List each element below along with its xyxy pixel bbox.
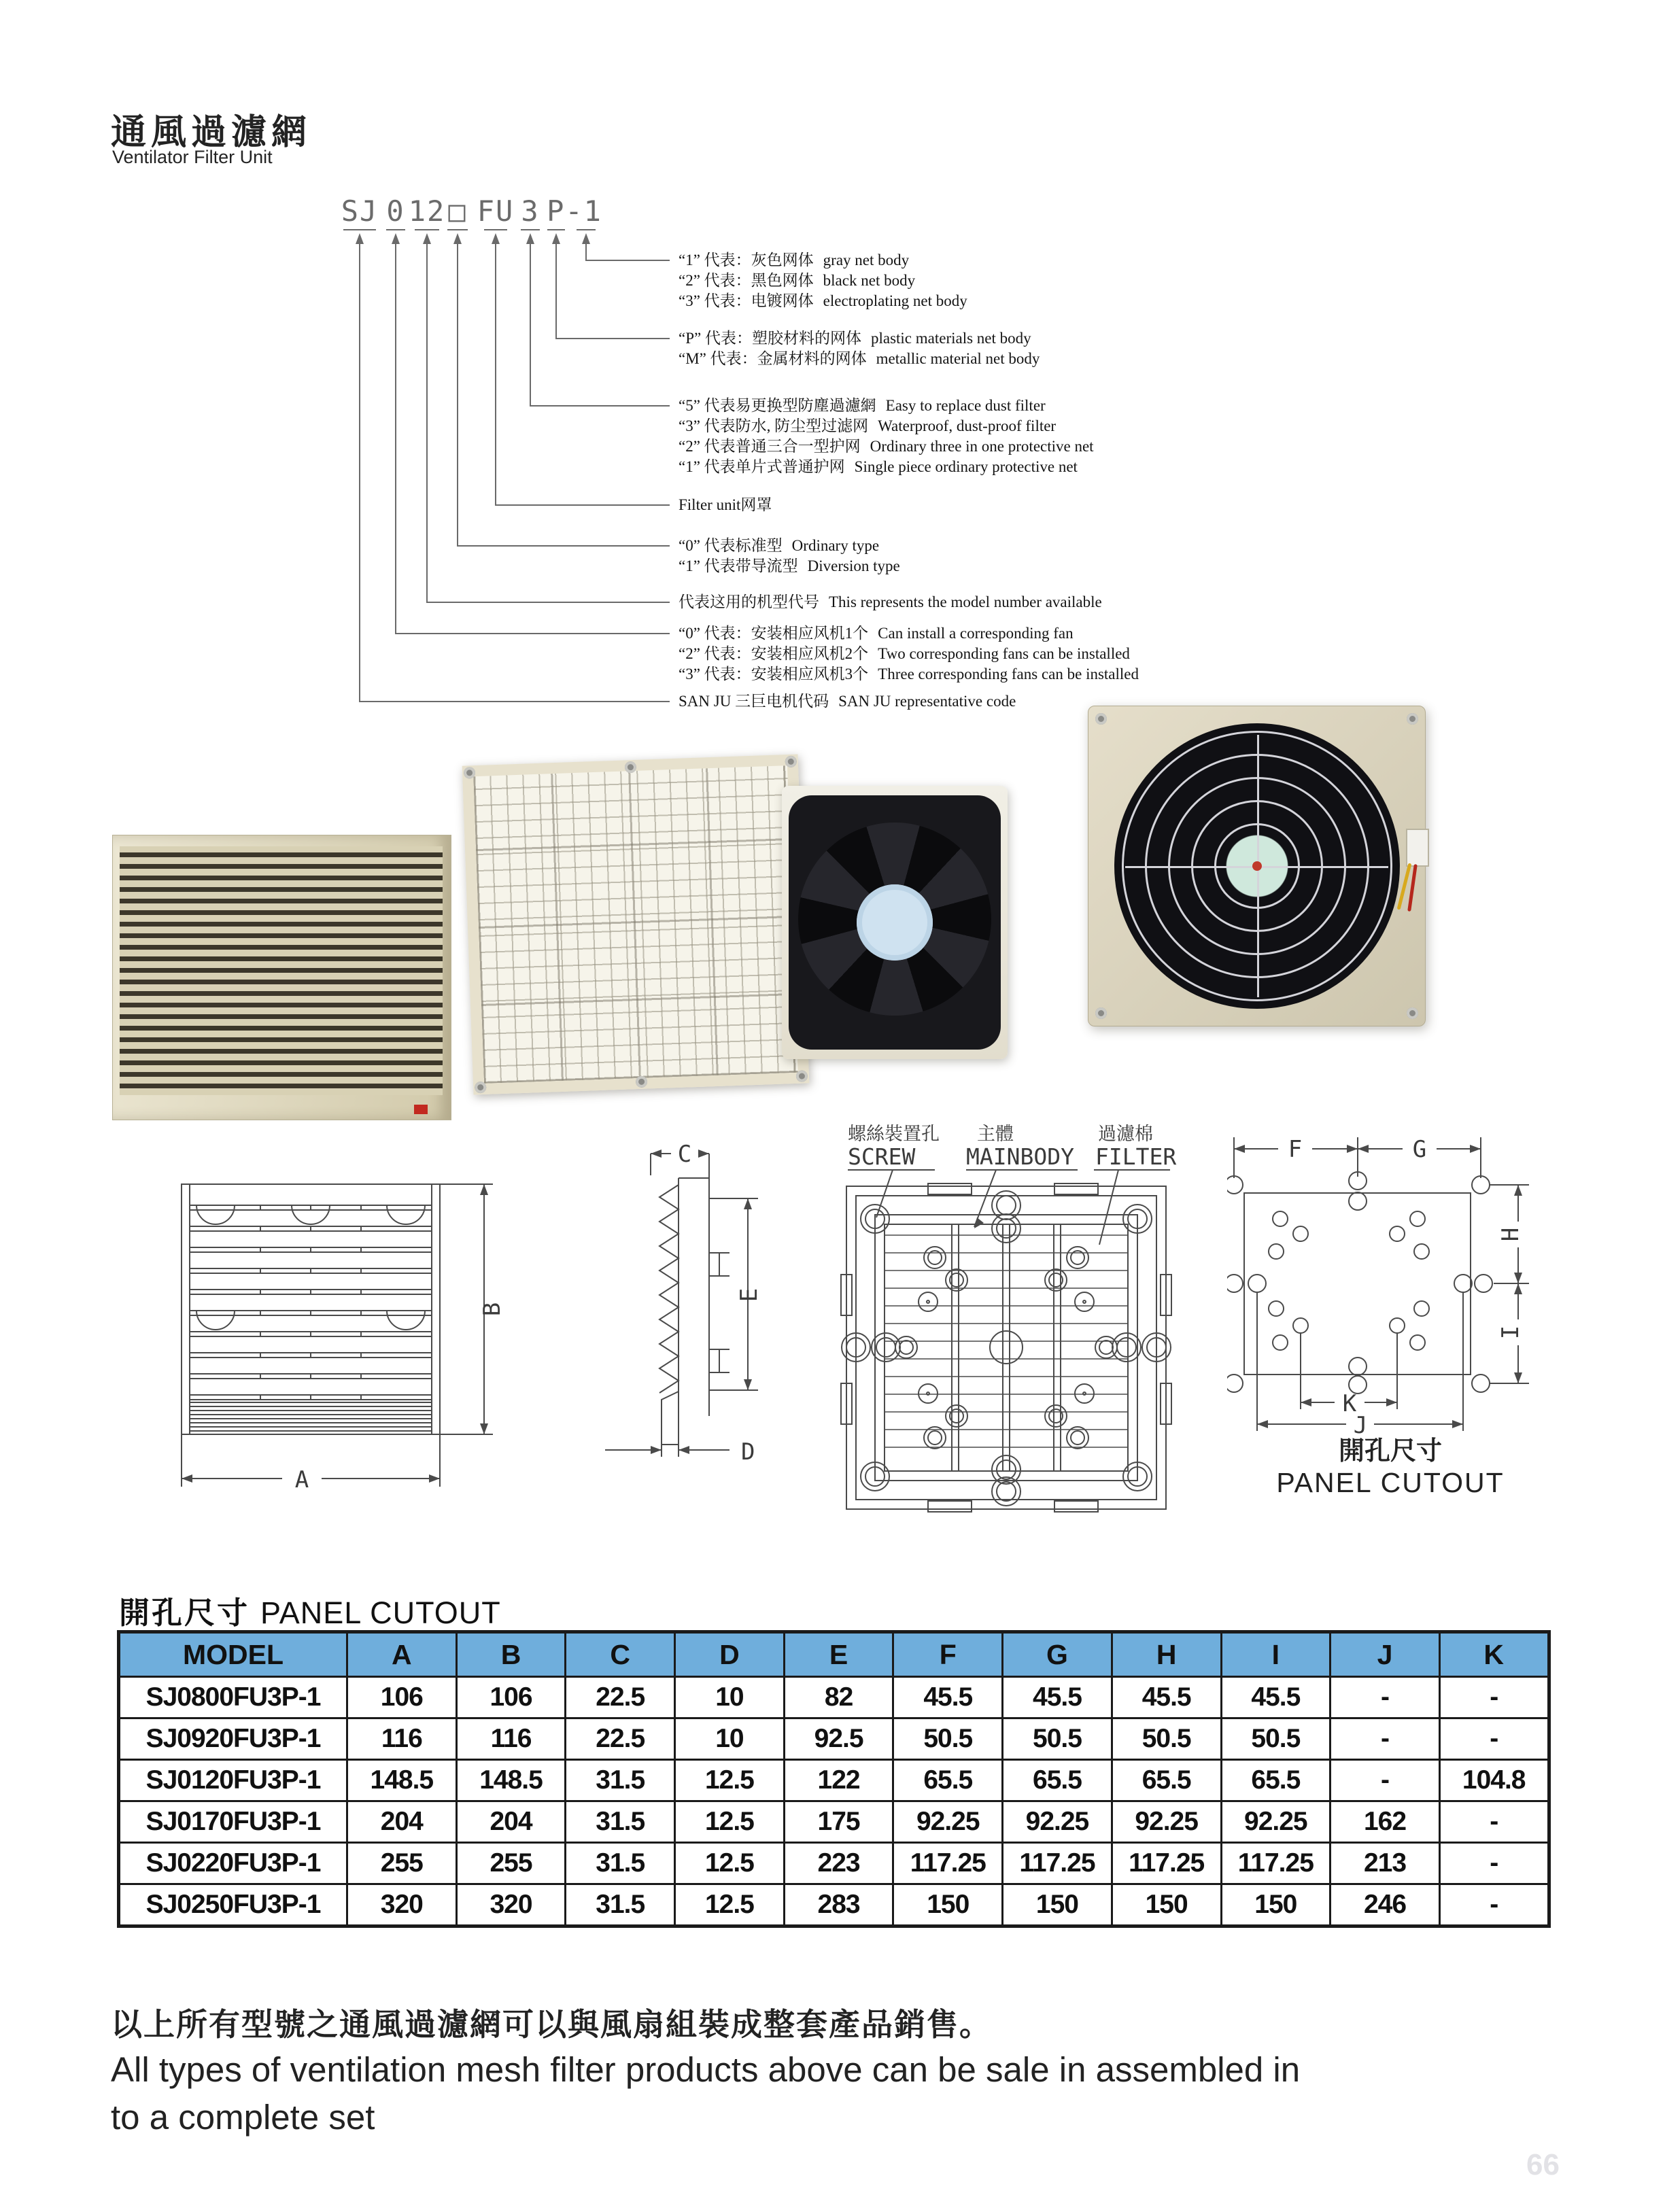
screw-label-en: SCREW <box>848 1143 916 1170</box>
model-code-segment-5: 3 <box>521 194 540 228</box>
annotation-group-net-body-color <box>679 250 1494 311</box>
model-cell: SJ0800FU3P-1 <box>119 1677 347 1718</box>
dimension-cell: 150 <box>893 1884 1003 1926</box>
dimension-cell: 50.5 <box>1112 1718 1221 1760</box>
dim-label-f: F <box>1288 1136 1303 1163</box>
table-header-cell: K <box>1439 1632 1549 1677</box>
table-row <box>119 1718 1549 1760</box>
table-row <box>119 1843 1549 1884</box>
panel-cutout-drawing <box>1227 1118 1621 1499</box>
filter-label-en: FILTER <box>1095 1143 1177 1170</box>
dimension-cell: - <box>1439 1801 1549 1843</box>
wire-connector <box>1406 829 1429 867</box>
photo-axial-fan <box>782 786 1008 1059</box>
table-caption <box>119 1588 501 1632</box>
dimension-cell: - <box>1331 1760 1440 1801</box>
annotation-line: “5” 代表易更换型防塵過濾網 Easy to replace dust filter <box>679 397 1046 414</box>
dimension-cell: 31.5 <box>566 1760 675 1801</box>
fan-frame <box>789 795 1001 1050</box>
dimension-cell: 204 <box>347 1801 457 1843</box>
dimension-cell: 50.5 <box>1003 1718 1112 1760</box>
annotation-line: “2” 代表普通三合一型护网 Ordinary three in one protective net <box>679 438 1094 455</box>
dimension-cell: 148.5 <box>456 1760 566 1801</box>
model-code-segment-0: SJ <box>341 194 379 228</box>
annotation-group-protective-net-type <box>679 396 1494 477</box>
dimension-cell: 12.5 <box>675 1760 785 1801</box>
dimension-cell: - <box>1439 1677 1549 1718</box>
model-code-segment-1: 0 <box>386 194 405 228</box>
dimension-cell: - <box>1331 1718 1440 1760</box>
dimension-cell: 31.5 <box>566 1801 675 1843</box>
model-cell: SJ0120FU3P-1 <box>119 1760 347 1801</box>
dimension-cell: 116 <box>456 1718 566 1760</box>
dimension-cell: 204 <box>456 1801 566 1843</box>
dimension-cell: 45.5 <box>1221 1677 1331 1718</box>
footer-note-en-line1: All types of ventilation mesh filter products above can be sale in assembled in <box>111 2050 1301 2089</box>
dimension-cell: 50.5 <box>893 1718 1003 1760</box>
dimension-cell: 148.5 <box>347 1760 457 1801</box>
annotation-line: “1” 代表带导流型 Diversion type <box>679 557 900 574</box>
dimension-cell: - <box>1439 1843 1549 1884</box>
front-view-drawing <box>153 1152 595 1560</box>
dimension-cell: 12.5 <box>675 1884 785 1926</box>
dimension-cell: 10 <box>675 1677 785 1718</box>
dimension-cell: 117.25 <box>1003 1843 1112 1884</box>
cutout-caption-cn: 開孔尺寸 <box>1338 1437 1443 1466</box>
screw-icon <box>625 761 637 774</box>
grille-slats <box>120 846 443 1095</box>
dimension-cell: 92.5 <box>784 1718 893 1760</box>
dimension-cell: 320 <box>347 1884 457 1926</box>
screw-icon <box>1095 713 1107 725</box>
model-code-leader-lines <box>272 221 680 717</box>
model-code-segment-4: FU <box>477 194 515 228</box>
table-header-cell: A <box>347 1632 457 1677</box>
hub-dot <box>1252 861 1262 871</box>
dimension-cell: 117.25 <box>1221 1843 1331 1884</box>
dimension-cell: 106 <box>347 1677 457 1718</box>
dimension-cell: 92.25 <box>1003 1801 1112 1843</box>
dimension-cell: 117.25 <box>893 1843 1003 1884</box>
dimension-cell: 50.5 <box>1221 1718 1331 1760</box>
model-cell: SJ0250FU3P-1 <box>119 1884 347 1926</box>
dimension-cell: 122 <box>784 1760 893 1801</box>
page-number: 66 <box>1526 2148 1560 2181</box>
dimension-cell: 104.8 <box>1439 1760 1549 1801</box>
dimension-cell: 213 <box>1331 1843 1440 1884</box>
dim-label-j: J <box>1353 1412 1368 1439</box>
table-header-cell: B <box>456 1632 566 1677</box>
dimension-cell: 22.5 <box>566 1677 675 1718</box>
table-row <box>119 1801 1549 1843</box>
table-header-cell: G <box>1003 1632 1112 1677</box>
annotation-line: “0” 代表标准型 Ordinary type <box>679 537 880 554</box>
dim-label-a: A <box>294 1466 309 1493</box>
dim-label-k: K <box>1342 1390 1357 1417</box>
table-header-cell: H <box>1112 1632 1221 1677</box>
screw-icon <box>636 1076 648 1088</box>
screw-icon <box>785 756 797 768</box>
annotation-line: “1” 代表：灰色网体 gray net body <box>679 252 910 269</box>
screw-icon <box>1407 713 1418 725</box>
table-row <box>119 1677 1549 1718</box>
table-header-cell: E <box>784 1632 893 1677</box>
screw-icon <box>1095 1007 1107 1019</box>
model-code-segment-6: P-1 <box>547 194 602 228</box>
photo-louver-grille <box>112 835 451 1120</box>
dimension-cell: 82 <box>784 1677 893 1718</box>
dimension-cell: 175 <box>784 1801 893 1843</box>
model-code-segment-3: □ <box>448 194 467 228</box>
fan-with-guard <box>1114 723 1400 1009</box>
dimension-cell: 246 <box>1331 1884 1440 1926</box>
dimension-cell: 12.5 <box>675 1843 785 1884</box>
annotation-line: “2” 代表：安装相应风机2个 Two corresponding fans can be installed <box>679 645 1130 662</box>
annotation-line: “2” 代表：黑色网体 black net body <box>679 272 916 289</box>
page-subtitle: Ventilator Filter Unit <box>112 147 273 167</box>
dimension-cell: 10 <box>675 1718 785 1760</box>
model-cell: SJ0920FU3P-1 <box>119 1718 347 1760</box>
dimension-cell: 92.25 <box>893 1801 1003 1843</box>
screw-label-cn: 螺絲裝置孔 <box>848 1124 940 1145</box>
annotation-group-net-body-material <box>679 328 1494 369</box>
table-caption-en: PANEL CUTOUT <box>260 1595 501 1630</box>
annotation-line: “1” 代表单片式普通护网 Single piece ordinary protective net <box>679 458 1078 475</box>
dimension-cell: 150 <box>1003 1884 1112 1926</box>
cutout-caption-en: PANEL CUTOUT <box>1276 1467 1505 1498</box>
annotation-line: “3” 代表：安装相应风机3个 Three corresponding fans can be installed <box>679 666 1139 682</box>
model-cell: SJ0170FU3P-1 <box>119 1801 347 1843</box>
dimension-cell: 45.5 <box>893 1677 1003 1718</box>
annotation-group-model-number <box>679 592 1494 612</box>
annotation-line: “0” 代表：安装相应风机1个 Can install a corresponding fan <box>679 625 1074 642</box>
dim-label-b: B <box>479 1302 506 1317</box>
table-header-cell: J <box>1331 1632 1440 1677</box>
dim-label-d: D <box>741 1438 755 1466</box>
dimension-cell: 150 <box>1112 1884 1221 1926</box>
dim-label-h: H <box>1497 1227 1524 1242</box>
photo-filter-panel <box>462 755 810 1095</box>
dimension-cell: 45.5 <box>1003 1677 1112 1718</box>
panel-cutout-spec-table <box>117 1630 1551 1928</box>
annotation-line: Filter unit网罩 <box>679 496 772 513</box>
dimension-cell: 255 <box>456 1843 566 1884</box>
dim-label-g: G <box>1412 1136 1427 1163</box>
dimension-cell: 150 <box>1221 1884 1331 1926</box>
table-row <box>119 1884 1549 1926</box>
annotation-group-standard-or-diversion <box>679 536 1494 576</box>
fan-hub-label <box>857 884 933 961</box>
mainbody-label-cn: 主體 <box>977 1124 1014 1145</box>
model-code-segment-2: 12 <box>408 194 446 228</box>
annotation-line: “3” 代表防水, 防尘型过滤网 Waterproof, dust-proof filter <box>679 417 1057 434</box>
annotation-line: SAN JU 三巨电机代码 SAN JU representative code <box>679 693 1016 710</box>
annotation-group-brand-code <box>679 691 1494 712</box>
table-header-cell: F <box>893 1632 1003 1677</box>
annotation-group-fan-count <box>679 623 1494 685</box>
dimension-cell: 65.5 <box>1003 1760 1112 1801</box>
annotation-line: “P” 代表：塑胶材料的网体 plastic materials net body <box>679 330 1031 347</box>
dim-label-e: E <box>736 1288 763 1302</box>
dimension-cell: 117.25 <box>1112 1843 1221 1884</box>
annotation-line: 代表这用的机型代号 This represents the model number available <box>679 593 1102 610</box>
screw-icon <box>1407 1007 1418 1019</box>
model-cell: SJ0220FU3P-1 <box>119 1843 347 1884</box>
annotation-line: “M” 代表：金属材料的网体 metallic material net body <box>679 350 1040 367</box>
side-view-drawing <box>595 1125 778 1560</box>
dimension-cell: - <box>1439 1718 1549 1760</box>
table-header-cell: MODEL <box>119 1632 347 1677</box>
footer-note-cn: 以上所有型號之通風過濾網可以與風扇組裝成整套產品銷售。 <box>111 2007 992 2042</box>
dimension-cell: 283 <box>784 1884 893 1926</box>
dimension-cell: 65.5 <box>1112 1760 1221 1801</box>
annotation-line: “3” 代表：电镀网体 electroplating net body <box>679 292 967 309</box>
table-header-row <box>119 1632 1549 1677</box>
brand-chip <box>414 1105 428 1114</box>
dimension-cell: - <box>1331 1677 1440 1718</box>
dimension-cell: 12.5 <box>675 1801 785 1843</box>
table-header-cell: C <box>566 1632 675 1677</box>
photo-assembled-unit <box>1088 706 1426 1026</box>
dimension-cell: 92.25 <box>1112 1801 1221 1843</box>
footer-note-en-line2: to a complete set <box>111 2098 375 2137</box>
dimension-cell: 106 <box>456 1677 566 1718</box>
table-row <box>119 1760 1549 1801</box>
screw-icon <box>475 1082 487 1094</box>
dimension-cell: 45.5 <box>1112 1677 1221 1718</box>
dimension-cell: - <box>1439 1884 1549 1926</box>
annotation-group-filter-unit <box>679 495 1494 515</box>
screw-icon <box>464 767 476 779</box>
dimension-cell: 320 <box>456 1884 566 1926</box>
page-title: 通風過濾網 <box>111 113 312 152</box>
dimension-cell: 162 <box>1331 1801 1440 1843</box>
dim-label-c: C <box>677 1141 692 1168</box>
dimension-cell: 116 <box>347 1718 457 1760</box>
screw-icon <box>796 1070 808 1082</box>
table-header-cell: D <box>675 1632 785 1677</box>
dimension-cell: 31.5 <box>566 1884 675 1926</box>
dimension-cell: 92.25 <box>1221 1801 1331 1843</box>
dimension-cell: 22.5 <box>566 1718 675 1760</box>
dimension-cell: 65.5 <box>893 1760 1003 1801</box>
mainbody-drawing <box>833 1118 1180 1519</box>
dimension-cell: 223 <box>784 1843 893 1884</box>
table-caption-cn: 開孔尺寸 <box>119 1595 250 1630</box>
filter-label-cn: 過濾棉 <box>1098 1124 1153 1145</box>
dimension-cell: 255 <box>347 1843 457 1884</box>
dimension-cell: 31.5 <box>566 1843 675 1884</box>
table-header-cell: I <box>1221 1632 1331 1677</box>
dim-label-i: I <box>1497 1325 1524 1340</box>
dimension-cell: 65.5 <box>1221 1760 1331 1801</box>
mainbody-label-en: MAINBODY <box>966 1143 1074 1170</box>
